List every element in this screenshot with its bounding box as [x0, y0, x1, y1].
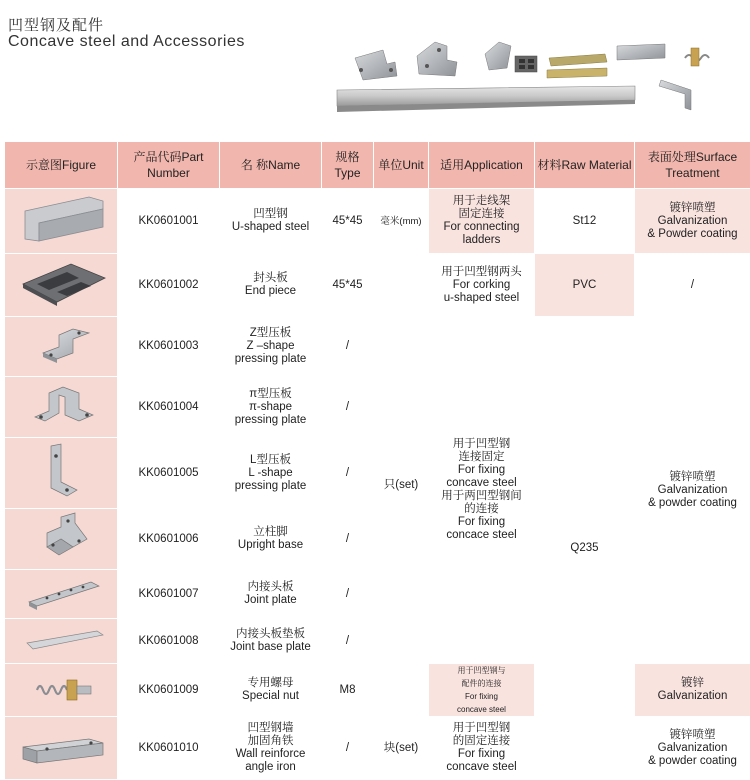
header-surface-treatment: 表面处理Surface Treatment — [635, 142, 750, 189]
type-cell: / — [322, 717, 374, 780]
part-number-cell: KK0601010 — [118, 717, 220, 780]
end-piece-icon — [7, 254, 117, 312]
table-row — [5, 717, 750, 780]
type-cell: / — [322, 619, 374, 664]
part-number-cell: KK0601002 — [118, 254, 220, 317]
header-raw-material: 材料Raw Material — [535, 142, 635, 189]
special-nut-icon — [7, 666, 117, 710]
name-cell: 内接头板垫板 Joint base plate — [220, 619, 322, 664]
header-unit: 单位Unit — [374, 142, 429, 189]
table-row — [5, 254, 750, 317]
part-number-cell: KK0601001 — [118, 189, 220, 254]
type-cell: 45*45 — [322, 254, 374, 317]
table-header-row — [5, 142, 750, 189]
type-cell: / — [322, 509, 374, 570]
application-cell: 用于凹型钢 的固定连接 For fixing concave steel — [429, 717, 535, 780]
type-cell: / — [322, 317, 374, 377]
figure-cell — [5, 377, 118, 438]
part-number-cell: KK0601008 — [118, 619, 220, 664]
part-number-cell: KK0601006 — [118, 509, 220, 570]
spec-table — [4, 141, 750, 780]
part-number-cell: KK0601004 — [118, 377, 220, 438]
page-title-cn: 凹型钢及配件 — [8, 14, 104, 35]
upright-base-icon — [7, 509, 117, 565]
part-number-cell: KK0601009 — [118, 664, 220, 717]
type-cell: / — [322, 377, 374, 438]
figure-cell — [5, 619, 118, 664]
angle-iron-icon — [7, 717, 117, 775]
type-cell: 45*45 — [322, 189, 374, 254]
name-cell: 内接头板 Joint plate — [220, 570, 322, 619]
header-name: 名 称Name — [220, 142, 322, 189]
joint-plate-icon — [7, 570, 117, 614]
header-part-number: 产品代码Part Number — [118, 142, 220, 189]
type-cell: / — [322, 570, 374, 619]
name-cell: 专用螺母 Special nut — [220, 664, 322, 717]
figure-cell — [5, 189, 118, 254]
base-plate-icon — [7, 619, 117, 659]
material-cell: PVC — [535, 254, 635, 317]
name-cell: π型压板 π-shape pressing plate — [220, 377, 322, 438]
name-cell: 封头板 End piece — [220, 254, 322, 317]
l-plate-icon — [7, 438, 117, 504]
figure-cell — [5, 317, 118, 377]
application-cell: 用于走线架 固定连接 For connecting ladders — [429, 189, 535, 254]
table-row — [5, 189, 750, 254]
name-cell: Z型压板 Z –shape pressing plate — [220, 317, 322, 377]
name-cell: L型压板 L -shape pressing plate — [220, 438, 322, 509]
application-cell: 用于凹型钢两头 For corking u-shaped steel — [429, 254, 535, 317]
header-type: 规格Type — [322, 142, 374, 189]
figure-cell — [5, 570, 118, 619]
material-cell-merged: Q235 — [535, 317, 635, 780]
surface-cell: 镀锌喷塑 Galvanization & powder coating — [635, 717, 750, 780]
surface-cell: / — [635, 254, 750, 317]
name-cell: 立柱脚 Upright base — [220, 509, 322, 570]
application-cell-merged: 用于凹型钢 连接固定 For fixing concave steel 用于两凹型钢间 的连接 For fixing concace steel — [429, 317, 535, 664]
pi-plate-icon — [7, 377, 117, 433]
page-title-en: Concave steel and Accessories — [8, 33, 245, 51]
name-cell: 凹型钢 U-shaped steel — [220, 189, 322, 254]
u-channel-icon — [7, 189, 117, 249]
figure-cell — [5, 717, 118, 780]
product-banner-image — [335, 28, 750, 120]
part-number-cell: KK0601005 — [118, 438, 220, 509]
header-application: 适用Application — [429, 142, 535, 189]
unit-cell: 毫米(mm) — [374, 189, 429, 254]
header-figure: 示意图Figure — [5, 142, 118, 189]
type-cell: M8 — [322, 664, 374, 717]
z-plate-icon — [7, 317, 117, 372]
application-cell: 用于凹型钢与 配件的连接 For fixing concave steel — [429, 664, 535, 717]
part-number-cell: KK0601003 — [118, 317, 220, 377]
figure-cell — [5, 254, 118, 317]
figure-cell — [5, 664, 118, 717]
surface-cell-merged: 镀锌喷塑 Galvanization & powder coating — [635, 317, 750, 664]
figure-cell — [5, 509, 118, 570]
surface-cell: 镀锌喷塑 Galvanization & Powder coating — [635, 189, 750, 254]
name-cell: 凹型钢墙 加固角铁 Wall reinforce angle iron — [220, 717, 322, 780]
figure-cell — [5, 438, 118, 509]
material-cell: St12 — [535, 189, 635, 254]
type-cell: / — [322, 438, 374, 509]
unit-cell-merged: 只(set) — [374, 254, 429, 717]
part-number-cell: KK0601007 — [118, 570, 220, 619]
surface-cell: 镀锌 Galvanization — [635, 664, 750, 717]
unit-cell: 块(set) — [374, 717, 429, 780]
